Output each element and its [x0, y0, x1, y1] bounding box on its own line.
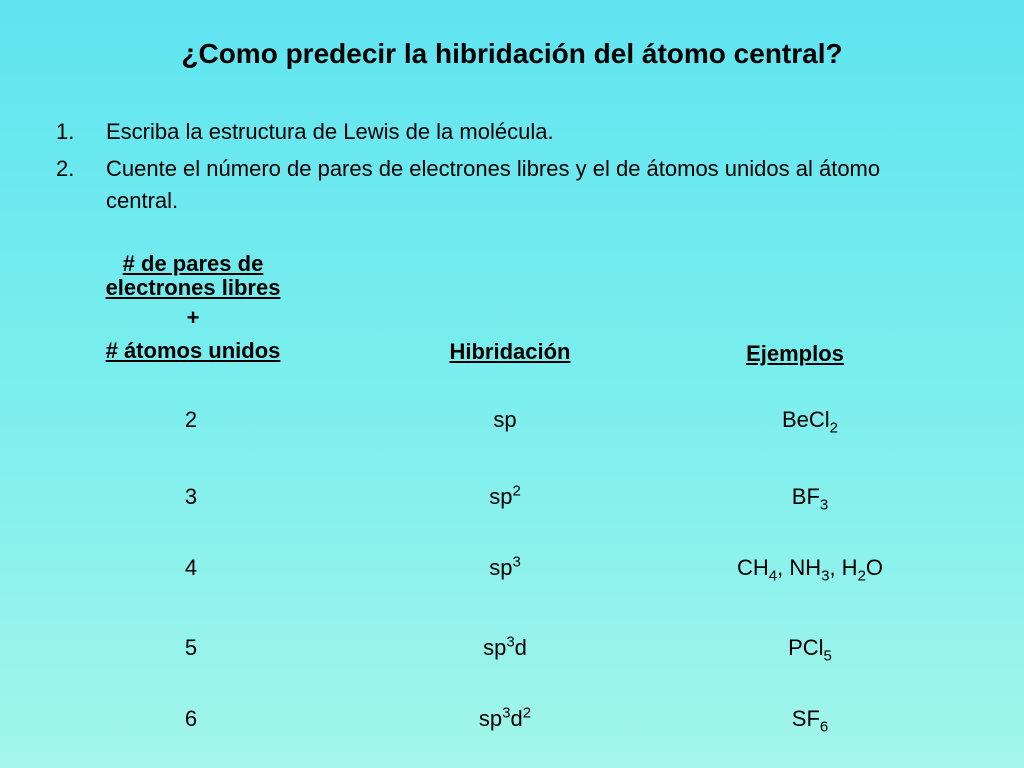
step-text: Escriba la estructura de Lewis de la molécula.	[106, 119, 554, 144]
column-header-sum	[60, 252, 326, 366]
subscript: 3	[819, 496, 829, 514]
hybridization-cell	[425, 405, 585, 435]
count-cell: 5	[184, 635, 198, 660]
formula-text: sp	[489, 555, 513, 580]
hybridization-cell	[425, 482, 585, 512]
examples-cell	[660, 704, 960, 734]
formula-text: O	[865, 555, 884, 580]
header-line: electrones libres	[105, 275, 281, 300]
step-number: 1.	[56, 119, 75, 144]
step-item	[56, 116, 936, 148]
formula-text: PCl	[788, 635, 824, 660]
examples-cell	[660, 482, 960, 512]
header-plus: +	[186, 305, 200, 330]
step-number: 2.	[56, 156, 75, 181]
subscript: 6	[819, 718, 829, 736]
header-line: # de pares de	[122, 251, 264, 276]
slide-title: ¿Como predecir la hibridación del átomo central?	[181, 38, 843, 69]
formula-text: sp	[478, 706, 503, 731]
header-line: # átomos unidos	[105, 338, 281, 363]
formula-text: BeCl	[781, 407, 830, 432]
subscript: 2	[857, 567, 866, 585]
formula-text: SF	[791, 706, 820, 731]
formula-text: d	[514, 635, 527, 660]
formula-text: , NH	[777, 555, 822, 580]
superscript: 2	[512, 482, 521, 500]
count-cell: 4	[184, 555, 198, 580]
formula-text: d	[510, 706, 523, 731]
column-header-hybridization: Hibridación	[449, 339, 571, 364]
formula-text: , H	[829, 555, 858, 580]
subscript: 5	[823, 647, 832, 665]
formula-text: sp	[493, 407, 517, 432]
count-cell: 2	[184, 407, 198, 432]
examples-cell	[660, 633, 960, 663]
column-header-examples: Ejemplos	[746, 341, 844, 366]
examples-cell	[660, 405, 960, 435]
examples-cell	[660, 553, 960, 583]
formula-text: sp	[489, 484, 513, 509]
subscript: 4	[768, 567, 778, 585]
hybridization-cell	[425, 633, 585, 663]
superscript: 3	[506, 633, 515, 651]
step-text: Cuente el número de pares de electrones libres y el de átomos unidos al átomo central.	[106, 156, 881, 213]
formula-text: sp	[483, 635, 507, 660]
count-cell: 6	[184, 706, 198, 731]
superscript: 3	[512, 553, 521, 571]
superscript: 3	[502, 704, 511, 722]
step-item	[56, 153, 936, 217]
formula-text: BF	[791, 484, 820, 509]
subscript: 3	[821, 567, 830, 585]
count-cell: 3	[184, 484, 198, 509]
hybridization-cell	[425, 704, 585, 734]
formula-text: CH	[736, 555, 769, 580]
steps-list	[56, 116, 936, 222]
superscript: 2	[522, 704, 532, 722]
hybridization-cell	[425, 553, 585, 583]
subscript: 2	[829, 419, 839, 437]
